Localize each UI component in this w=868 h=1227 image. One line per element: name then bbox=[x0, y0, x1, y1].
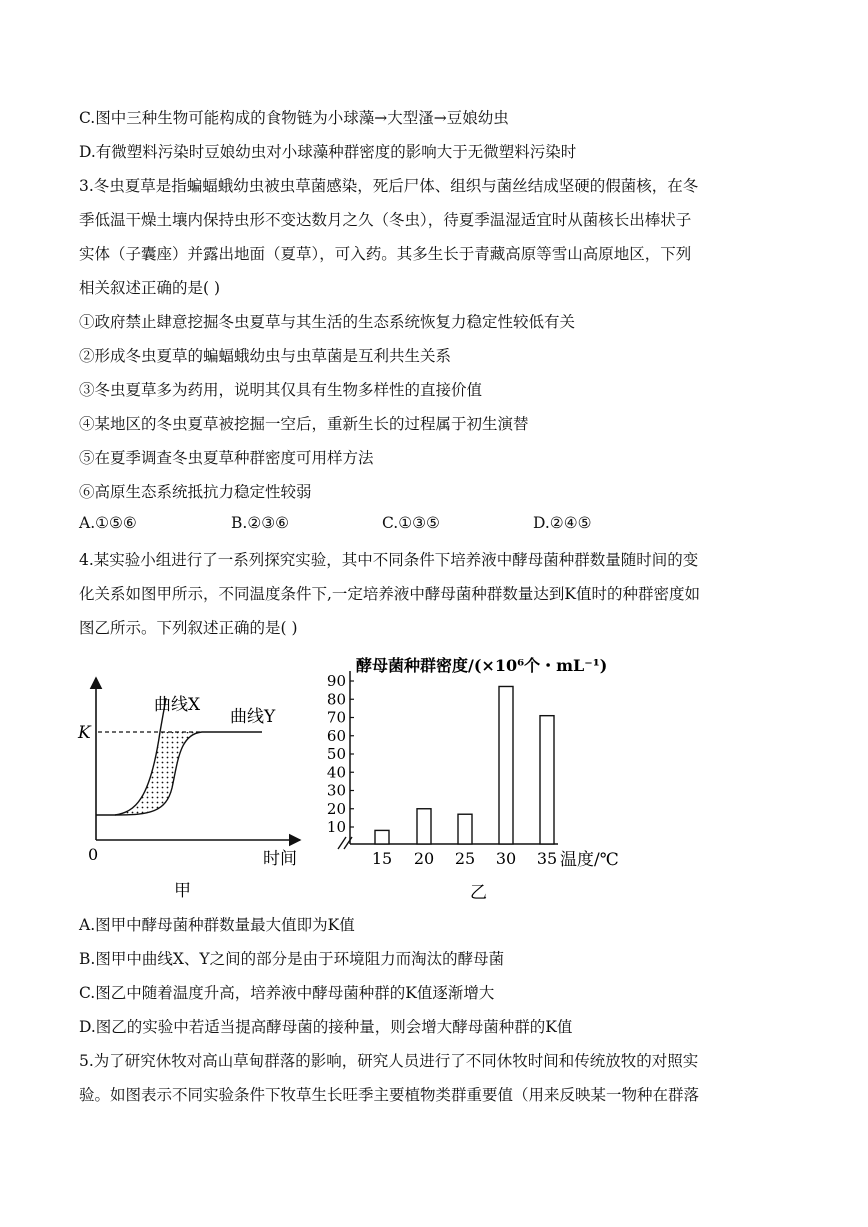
x-tick-label: 35 bbox=[536, 849, 558, 868]
jia-origin-label: 0 bbox=[88, 845, 99, 864]
bar-35 bbox=[540, 716, 554, 844]
q5-stem-line-2: 验。如图表示不同实验条件下牧草生长旺季主要植物类群重要值（用来反映某一物种在群落 bbox=[79, 1086, 700, 1104]
chart-x-axis-label: 温度/℃ bbox=[560, 850, 619, 870]
jia-k-label: K bbox=[78, 723, 91, 743]
q4-stem-line-1: 4.某实验小组进行了一系列探究实验，其中不同条件下培养液中酵母菌种群数量随时间的变 bbox=[79, 551, 699, 569]
q4-option-d: D.图乙的实验中若适当提高酵母菌的接种量，则会增大酵母菌种群的K值 bbox=[79, 1018, 573, 1036]
q4-option-c: C.图乙中随着温度升高，培养液中酵母菌种群的K值逐渐增大 bbox=[79, 984, 495, 1002]
x-tick-label: 15 bbox=[371, 849, 393, 868]
q3-option-c: C.①③⑤ bbox=[382, 514, 440, 532]
jia-caption: 甲 bbox=[174, 881, 191, 901]
q3-stem-line-4: 相关叙述正确的是( ) bbox=[79, 279, 221, 297]
bar-25 bbox=[458, 814, 472, 844]
bar-15 bbox=[375, 830, 389, 844]
x-tick-label: 20 bbox=[413, 849, 435, 868]
q3-option-a: A.①⑤⑥ bbox=[79, 514, 137, 532]
jia-curve-x-label: 曲线X bbox=[154, 695, 201, 715]
figure-yi-bar-chart bbox=[320, 645, 650, 905]
x-tick-label: 25 bbox=[454, 849, 476, 868]
y-tick-label: 40 bbox=[326, 763, 346, 782]
q3-option-b: B.②③⑥ bbox=[231, 514, 290, 532]
jia-curve-y-label: 曲线Y bbox=[230, 707, 276, 727]
y-tick-label: 50 bbox=[326, 745, 346, 763]
y-tick-label: 90 bbox=[326, 672, 346, 690]
q2-option-d: D.有微塑料污染时豆娘幼虫对小球藻种群密度的影响大于无微塑料污染时 bbox=[79, 143, 577, 161]
q3-statement-1: ①政府禁止肆意挖掘冬虫夏草与其生活的生态系统恢复力稳定性较低有关 bbox=[79, 313, 576, 331]
q3-statement-5: ⑤在夏季调查冬虫夏草种群密度可用样方法 bbox=[79, 449, 374, 467]
chart-title: 酵母菌种群密度/(×10⁶个・mL⁻¹) bbox=[356, 656, 608, 675]
q4-stem-line-3: 图乙所示。下列叙述正确的是( ) bbox=[79, 619, 298, 637]
q3-statement-2: ②形成冬虫夏草的蝙蝠蛾幼虫与虫草菌是互利共生关系 bbox=[79, 347, 452, 365]
q3-option-d: D.②④⑤ bbox=[533, 514, 592, 532]
y-tick-label: 30 bbox=[326, 781, 346, 800]
y-tick-label: 60 bbox=[326, 726, 346, 745]
x-tick-label: 30 bbox=[495, 849, 517, 868]
y-tick-label: 10 bbox=[326, 818, 346, 836]
y-tick-label: 70 bbox=[326, 708, 346, 727]
y-tick-label: 80 bbox=[326, 690, 346, 709]
q4-stem-line-2: 化关系如图甲所示，不同温度条件下,一定培养液中酵母菌种群数量达到K值时的种群密度如 bbox=[79, 585, 701, 603]
figure-jia-logistic-curves bbox=[70, 660, 320, 905]
q4-option-b: B.图甲中曲线X、Y之间的部分是由于环境阻力而淘汰的酵母菌 bbox=[79, 950, 505, 968]
bar-20 bbox=[417, 809, 431, 844]
yi-caption: 乙 bbox=[470, 883, 487, 903]
bar-30 bbox=[499, 686, 513, 844]
q3-statement-6: ⑥高原生态系统抵抗力稳定性较弱 bbox=[79, 483, 312, 501]
q3-statement-4: ④某地区的冬虫夏草被挖掘一空后，重新生长的过程属于初生演替 bbox=[79, 415, 529, 433]
q3-stem-line-2: 季低温干燥土壤内保持虫形不变达数月之久（冬虫），待夏季温湿适宜时从菌核长出棒状子 bbox=[79, 211, 692, 229]
q5-stem-line-1: 5.为了研究休牧对高山草甸群落的影响，研究人员进行了不同休牧时间和传统放牧的对照实 bbox=[79, 1052, 699, 1070]
y-tick-label: 20 bbox=[326, 799, 346, 818]
q3-statement-3: ③冬虫夏草多为药用，说明其仅具有生物多样性的直接价值 bbox=[79, 381, 483, 399]
q2-option-c: C.图中三种生物可能构成的食物链为小球藻→大型溞→豆娘幼虫 bbox=[79, 109, 509, 127]
q3-stem-line-3: 实体（子囊座）并露出地面（夏草），可入药。其多生长于青藏高原等雪山高原地区，下列 bbox=[79, 245, 692, 263]
jia-x-axis-label: 时间 bbox=[263, 849, 297, 869]
q3-stem-line-1: 3.冬虫夏草是指蝙蝠蛾幼虫被虫草菌感染，死后尸体、组织与菌丝结成坚硬的假菌核，在冬 bbox=[79, 177, 699, 195]
q4-option-a: A.图甲中酵母菌种群数量最大值即为K值 bbox=[79, 916, 355, 934]
